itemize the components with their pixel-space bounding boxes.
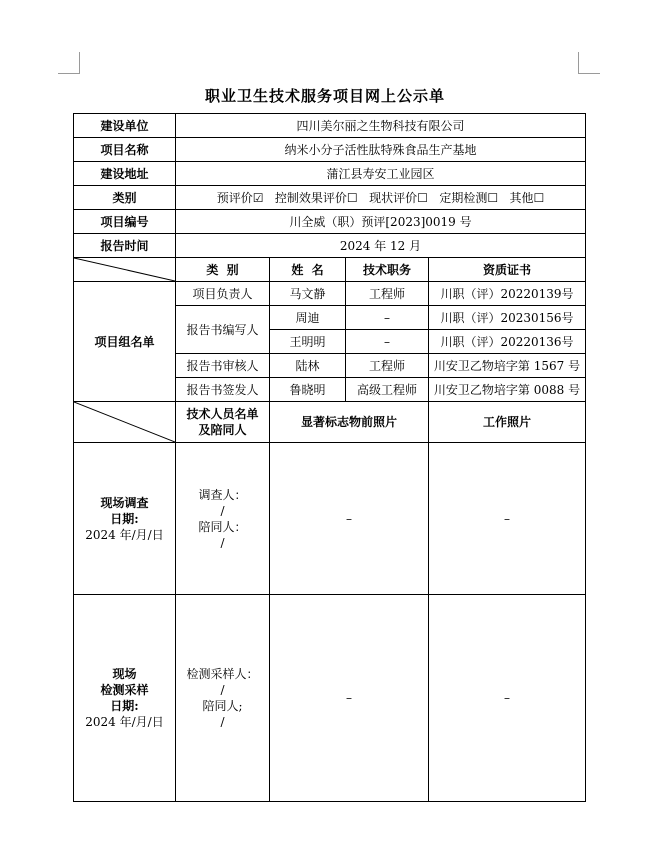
- header-work-photo: 工作照片: [429, 402, 586, 443]
- team-cert: 川职（评）20230156号: [429, 306, 586, 330]
- sampling-companion-value: /: [220, 715, 225, 729]
- team-name: 周迪: [270, 306, 346, 330]
- survey-landmark-photo: –: [270, 443, 429, 595]
- sampler-label: 检测采样人：: [186, 667, 259, 681]
- investigator-label: 调查人：: [198, 487, 247, 502]
- survey-work-photo: –: [429, 443, 586, 595]
- sampling-title-line1: 现场: [112, 667, 137, 681]
- diagonal-header-cell: [74, 402, 176, 443]
- team-cert: 川职（评）20220139号: [429, 282, 586, 306]
- team-duty: –: [346, 330, 429, 354]
- sampler-value: /: [220, 683, 225, 697]
- header-landmark-photo: 显著标志物前照片: [270, 402, 429, 443]
- project-label: 项目名称: [74, 138, 176, 162]
- time-value: 2024 年 12 月: [176, 234, 586, 258]
- survey-title-line2: 日期:: [110, 511, 139, 526]
- sampling-title-line2: 检测采样: [100, 683, 149, 697]
- team-name: 王明明: [270, 330, 346, 354]
- team-name: 陆林: [270, 354, 346, 378]
- team-type: 报告书审核人: [176, 354, 270, 378]
- header-staff-line1: 技术人员名单: [186, 407, 259, 421]
- sampling-row: [74, 595, 586, 802]
- survey-row: [74, 443, 586, 595]
- sampling-landmark-photo: –: [270, 595, 429, 802]
- header-duty: 技术职务: [346, 258, 429, 282]
- diagonal-header-cell: [74, 258, 176, 282]
- unit-label: 建设单位: [74, 114, 176, 138]
- crop-mark-top-right: [578, 52, 600, 74]
- time-label: 报告时间: [74, 234, 176, 258]
- survey-date-cell: [74, 443, 176, 595]
- diagonal-line: [74, 258, 175, 281]
- team-cert: 川安卫乙物培字第 0088 号: [429, 378, 586, 402]
- photo-header-row: [74, 402, 586, 443]
- crop-mark-top-left: [58, 52, 80, 74]
- diagonal-line: [74, 402, 175, 442]
- team-type: 报告书编写人: [176, 306, 270, 354]
- survey-companion-value: /: [220, 535, 225, 550]
- survey-title-line1: 现场调查: [100, 495, 149, 510]
- team-row: [74, 282, 586, 306]
- team-type: 报告书签发人: [176, 378, 270, 402]
- team-label: 项目组名单: [74, 282, 176, 402]
- team-name: 马文静: [270, 282, 346, 306]
- number-label: 项目编号: [74, 210, 176, 234]
- header-staff: [176, 402, 270, 443]
- sampling-companion-label: 陪同人;: [202, 699, 243, 713]
- row-category: [74, 186, 586, 210]
- sampling-date-cell: [74, 595, 176, 802]
- row-time: [74, 234, 586, 258]
- header-type: 类 别: [176, 258, 270, 282]
- survey-staff-cell: [176, 443, 270, 595]
- team-name: 鲁晓明: [270, 378, 346, 402]
- category-label: 类别: [74, 186, 176, 210]
- row-address: [74, 162, 586, 186]
- investigator-value: /: [220, 503, 225, 518]
- team-cert: 川安卫乙物培字第 1567 号: [429, 354, 586, 378]
- header-cert: 资质证书: [429, 258, 586, 282]
- sampling-staff-cell: [176, 595, 270, 802]
- row-unit: [74, 114, 586, 138]
- team-duty: 高级工程师: [346, 378, 429, 402]
- category-options: 预评价☑ 控制效果评价☐ 现状评价☐ 定期检测☐ 其他☐: [176, 186, 586, 210]
- unit-value: 四川美尔丽之生物科技有限公司: [176, 114, 586, 138]
- address-value: 蒲江县寿安工业园区: [176, 162, 586, 186]
- team-duty: 工程师: [346, 354, 429, 378]
- row-project: [74, 138, 586, 162]
- survey-date: 2024 年/月/日: [85, 527, 164, 542]
- row-number: [74, 210, 586, 234]
- team-cert: 川职（评）20220136号: [429, 330, 586, 354]
- team-header-row: [74, 258, 586, 282]
- number-value: 川全威（职）预评[2023]0019 号: [176, 210, 586, 234]
- sampling-date: 2024 年/月/日: [85, 715, 164, 729]
- disclosure-table: [73, 113, 586, 802]
- sampling-title-line3: 日期:: [110, 699, 139, 713]
- project-value: 纳米小分子活性肽特殊食品生产基地: [176, 138, 586, 162]
- team-duty: 工程师: [346, 282, 429, 306]
- team-type: 项目负责人: [176, 282, 270, 306]
- sampling-work-photo: –: [429, 595, 586, 802]
- document-title: 职业卫生技术服务项目网上公示单: [204, 87, 445, 105]
- header-name: 姓 名: [270, 258, 346, 282]
- address-label: 建设地址: [74, 162, 176, 186]
- header-staff-line2: 及陪同人: [198, 423, 247, 437]
- survey-companion-label: 陪同人：: [198, 519, 247, 534]
- team-duty: –: [346, 306, 429, 330]
